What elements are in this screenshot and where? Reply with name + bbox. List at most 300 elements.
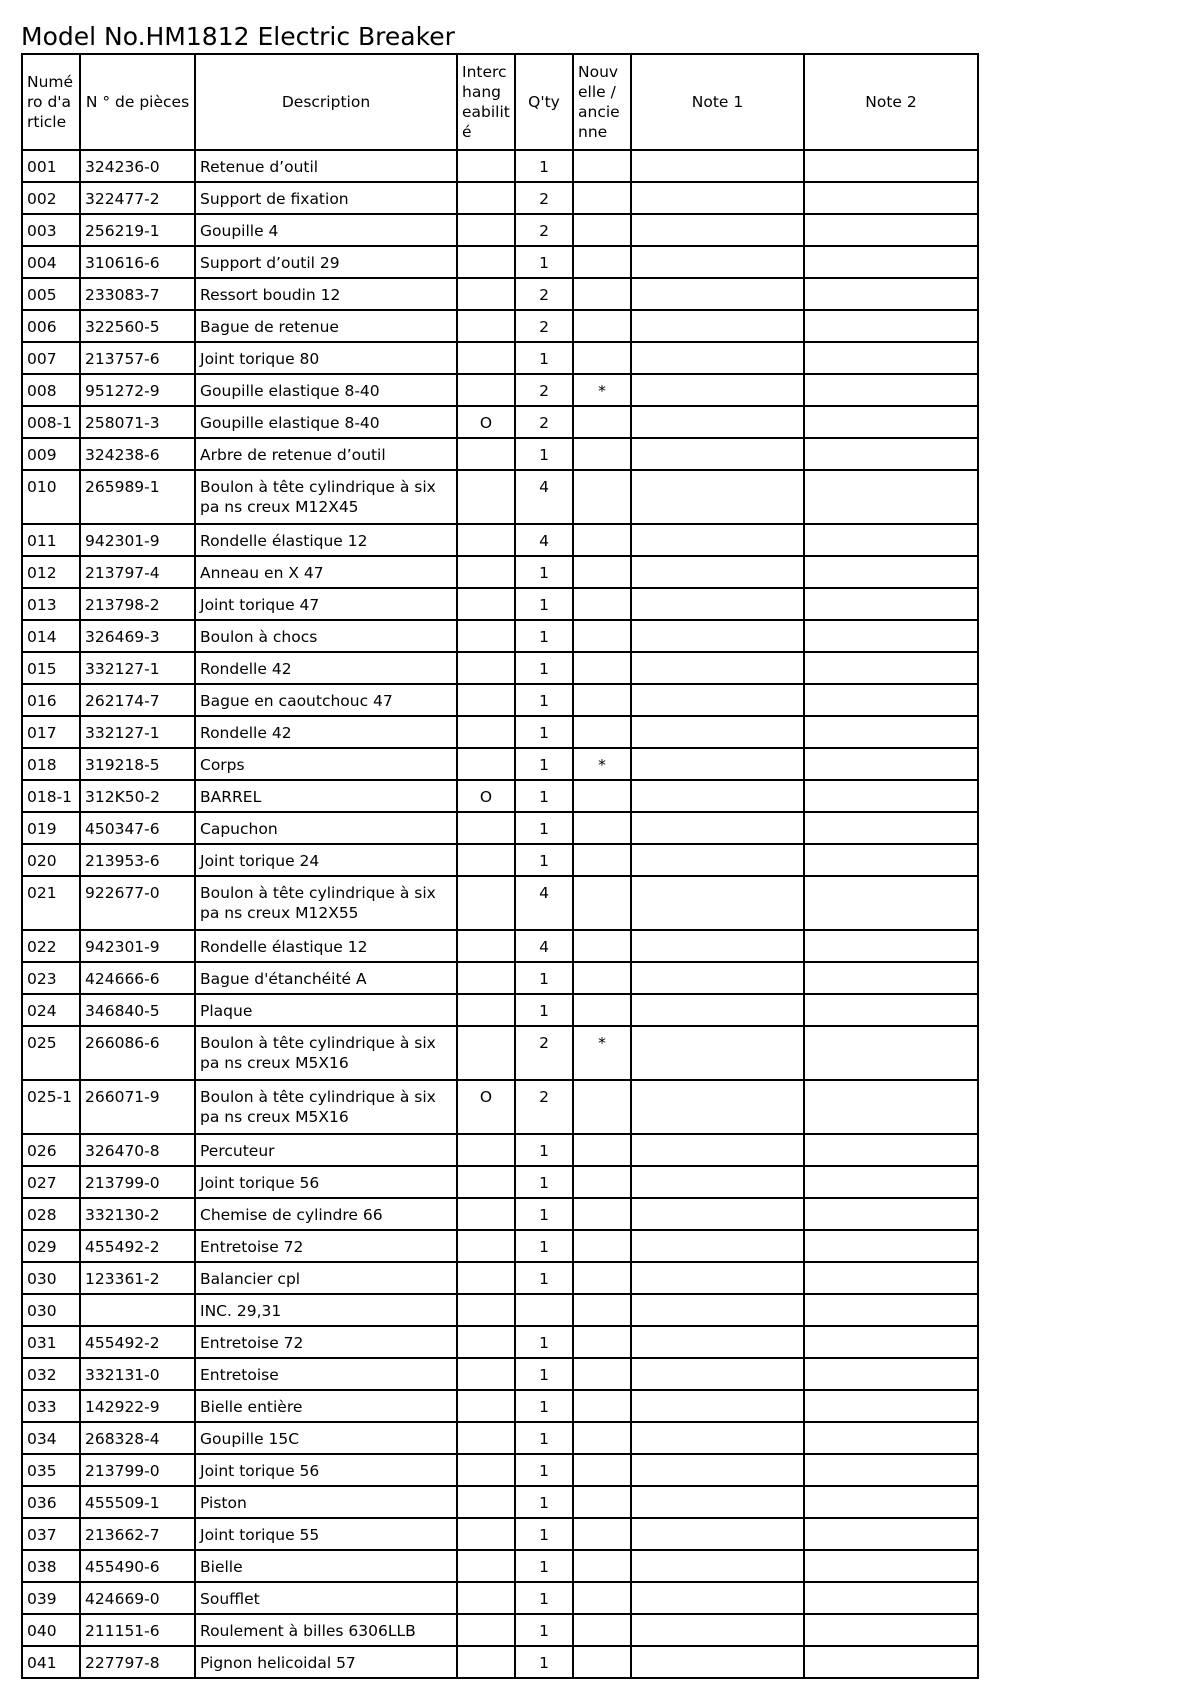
cell-interchangeability <box>457 812 515 844</box>
cell-description: Bielle <box>195 1550 457 1582</box>
cell-interchangeability <box>457 150 515 182</box>
table-row <box>22 310 978 342</box>
cell-note-1 <box>631 1454 804 1486</box>
cell-description: Goupille 15C <box>195 1422 457 1454</box>
cell-note-2 <box>804 652 978 684</box>
cell-note-1 <box>631 684 804 716</box>
cell-part-number: 266071-9 <box>80 1080 195 1134</box>
cell-description: Arbre de retenue d’outil <box>195 438 457 470</box>
cell-part-number: 268328-4 <box>80 1422 195 1454</box>
cell-note-2 <box>804 524 978 556</box>
cell-interchangeability <box>457 246 515 278</box>
cell-description: Pignon helicoidal 57 <box>195 1646 457 1678</box>
cell-interchangeability <box>457 1518 515 1550</box>
cell-part-number: 424666-6 <box>80 962 195 994</box>
cell-note-1 <box>631 1262 804 1294</box>
cell-interchangeability <box>457 620 515 652</box>
cell-description: BARREL <box>195 780 457 812</box>
cell-description: Rondelle 42 <box>195 716 457 748</box>
cell-note-2 <box>804 214 978 246</box>
cell-part-number: 213953-6 <box>80 844 195 876</box>
cell-item-number: 007 <box>22 342 80 374</box>
cell-note-1 <box>631 1582 804 1614</box>
cell-note-1 <box>631 780 804 812</box>
cell-note-2 <box>804 1582 978 1614</box>
cell-note-2 <box>804 1390 978 1422</box>
cell-interchangeability: O <box>457 406 515 438</box>
table-row <box>22 1454 978 1486</box>
cell-quantity: 1 <box>515 1454 573 1486</box>
cell-interchangeability <box>457 182 515 214</box>
cell-interchangeability <box>457 1262 515 1294</box>
cell-interchangeability <box>457 684 515 716</box>
table-row <box>22 748 978 780</box>
cell-part-number: 922677-0 <box>80 876 195 930</box>
cell-description: Chemise de cylindre 66 <box>195 1198 457 1230</box>
cell-quantity: 2 <box>515 214 573 246</box>
cell-item-number: 005 <box>22 278 80 310</box>
cell-quantity: 1 <box>515 1390 573 1422</box>
cell-note-2 <box>804 962 978 994</box>
cell-description: Plaque <box>195 994 457 1026</box>
cell-new-old <box>573 1294 631 1326</box>
cell-item-number: 040 <box>22 1614 80 1646</box>
cell-new-old <box>573 182 631 214</box>
cell-note-2 <box>804 1294 978 1326</box>
cell-part-number: 213662-7 <box>80 1518 195 1550</box>
cell-note-2 <box>804 1026 978 1080</box>
cell-new-old <box>573 1550 631 1582</box>
cell-note-2 <box>804 374 978 406</box>
cell-interchangeability <box>457 1390 515 1422</box>
cell-item-number: 041 <box>22 1646 80 1678</box>
cell-note-2 <box>804 438 978 470</box>
cell-note-1 <box>631 1518 804 1550</box>
cell-part-number: 213799-0 <box>80 1454 195 1486</box>
cell-quantity: 1 <box>515 556 573 588</box>
cell-item-number: 032 <box>22 1358 80 1390</box>
cell-item-number: 014 <box>22 620 80 652</box>
cell-interchangeability <box>457 748 515 780</box>
table-row <box>22 994 978 1026</box>
cell-part-number: 227797-8 <box>80 1646 195 1678</box>
cell-note-1 <box>631 1358 804 1390</box>
table-row <box>22 470 978 524</box>
cell-interchangeability <box>457 1614 515 1646</box>
cell-new-old <box>573 812 631 844</box>
cell-description: Joint torique 80 <box>195 342 457 374</box>
cell-quantity <box>515 1294 573 1326</box>
cell-part-number: 455492-2 <box>80 1326 195 1358</box>
cell-description: Capuchon <box>195 812 457 844</box>
cell-interchangeability <box>457 438 515 470</box>
cell-interchangeability <box>457 652 515 684</box>
cell-item-number: 004 <box>22 246 80 278</box>
cell-interchangeability <box>457 716 515 748</box>
cell-note-1 <box>631 1294 804 1326</box>
cell-new-old <box>573 1134 631 1166</box>
col-header-note-1: Note 1 <box>631 54 804 150</box>
table-row <box>22 1294 978 1326</box>
cell-note-1 <box>631 1080 804 1134</box>
cell-item-number: 030 <box>22 1262 80 1294</box>
cell-note-2 <box>804 780 978 812</box>
cell-interchangeability <box>457 1646 515 1678</box>
cell-interchangeability <box>457 524 515 556</box>
cell-item-number: 029 <box>22 1230 80 1262</box>
cell-note-1 <box>631 342 804 374</box>
cell-description: Rondelle élastique 12 <box>195 930 457 962</box>
table-row <box>22 1518 978 1550</box>
cell-item-number: 037 <box>22 1518 80 1550</box>
cell-quantity: 1 <box>515 1582 573 1614</box>
table-row <box>22 1614 978 1646</box>
cell-new-old <box>573 278 631 310</box>
cell-part-number: 262174-7 <box>80 684 195 716</box>
table-row <box>22 374 978 406</box>
cell-description: Entretoise <box>195 1358 457 1390</box>
cell-note-1 <box>631 1230 804 1262</box>
cell-description: Boulon à tête cylindrique à six pa ns creux M5X16 <box>195 1080 457 1134</box>
cell-new-old <box>573 876 631 930</box>
cell-quantity: 1 <box>515 1422 573 1454</box>
cell-description: Boulon à tête cylindrique à six pa ns creux M12X55 <box>195 876 457 930</box>
cell-new-old <box>573 1166 631 1198</box>
cell-interchangeability <box>457 588 515 620</box>
table-row <box>22 1262 978 1294</box>
cell-part-number: 211151-6 <box>80 1614 195 1646</box>
cell-part-number: 332131-0 <box>80 1358 195 1390</box>
cell-part-number: 258071-3 <box>80 406 195 438</box>
cell-item-number: 018-1 <box>22 780 80 812</box>
table-row <box>22 930 978 962</box>
cell-quantity: 1 <box>515 844 573 876</box>
cell-item-number: 039 <box>22 1582 80 1614</box>
cell-interchangeability <box>457 962 515 994</box>
cell-description: Roulement à billes 6306LLB <box>195 1614 457 1646</box>
cell-note-2 <box>804 1198 978 1230</box>
cell-interchangeability <box>457 278 515 310</box>
cell-description: Ressort boudin 12 <box>195 278 457 310</box>
cell-note-2 <box>804 684 978 716</box>
cell-description: Joint torique 55 <box>195 1518 457 1550</box>
cell-note-1 <box>631 844 804 876</box>
cell-quantity: 1 <box>515 438 573 470</box>
table-row <box>22 150 978 182</box>
cell-quantity: 1 <box>515 1358 573 1390</box>
cell-part-number: 213799-0 <box>80 1166 195 1198</box>
cell-quantity: 2 <box>515 1080 573 1134</box>
cell-new-old <box>573 588 631 620</box>
cell-item-number: 033 <box>22 1390 80 1422</box>
table-row <box>22 406 978 438</box>
cell-interchangeability <box>457 1358 515 1390</box>
cell-description: Support d’outil 29 <box>195 246 457 278</box>
cell-interchangeability <box>457 1454 515 1486</box>
cell-quantity: 1 <box>515 1518 573 1550</box>
cell-note-2 <box>804 1646 978 1678</box>
cell-note-2 <box>804 150 978 182</box>
cell-note-2 <box>804 342 978 374</box>
table-row <box>22 1582 978 1614</box>
cell-item-number: 025-1 <box>22 1080 80 1134</box>
cell-description: Goupille elastique 8-40 <box>195 374 457 406</box>
cell-note-2 <box>804 470 978 524</box>
table-row <box>22 1080 978 1134</box>
cell-part-number: 326469-3 <box>80 620 195 652</box>
cell-item-number: 018 <box>22 748 80 780</box>
cell-description: Retenue d’outil <box>195 150 457 182</box>
table-row <box>22 812 978 844</box>
cell-interchangeability <box>457 1486 515 1518</box>
cell-interchangeability <box>457 1294 515 1326</box>
cell-new-old <box>573 310 631 342</box>
cell-interchangeability <box>457 374 515 406</box>
table-row <box>22 1230 978 1262</box>
cell-description: Boulon à chocs <box>195 620 457 652</box>
cell-item-number: 001 <box>22 150 80 182</box>
cell-note-2 <box>804 246 978 278</box>
cell-part-number: 332127-1 <box>80 652 195 684</box>
table-row <box>22 1026 978 1080</box>
cell-note-1 <box>631 588 804 620</box>
cell-new-old <box>573 1646 631 1678</box>
table-row <box>22 182 978 214</box>
cell-item-number: 026 <box>22 1134 80 1166</box>
cell-note-2 <box>804 1518 978 1550</box>
cell-new-old <box>573 214 631 246</box>
cell-new-old <box>573 1454 631 1486</box>
cell-note-2 <box>804 1454 978 1486</box>
cell-interchangeability <box>457 556 515 588</box>
table-row <box>22 684 978 716</box>
cell-note-1 <box>631 930 804 962</box>
cell-quantity: 2 <box>515 406 573 438</box>
cell-item-number: 009 <box>22 438 80 470</box>
cell-note-1 <box>631 716 804 748</box>
cell-description: Percuteur <box>195 1134 457 1166</box>
table-row <box>22 962 978 994</box>
cell-note-2 <box>804 620 978 652</box>
cell-note-1 <box>631 620 804 652</box>
table-row <box>22 1390 978 1422</box>
cell-new-old <box>573 844 631 876</box>
cell-note-2 <box>804 1326 978 1358</box>
cell-note-1 <box>631 994 804 1026</box>
cell-new-old <box>573 150 631 182</box>
cell-interchangeability <box>457 1582 515 1614</box>
table-row <box>22 1422 978 1454</box>
cell-description: Entretoise 72 <box>195 1230 457 1262</box>
cell-new-old <box>573 780 631 812</box>
cell-note-2 <box>804 588 978 620</box>
cell-description: Goupille elastique 8-40 <box>195 406 457 438</box>
cell-quantity: 1 <box>515 1198 573 1230</box>
table-row <box>22 780 978 812</box>
cell-quantity: 1 <box>515 994 573 1026</box>
cell-quantity: 1 <box>515 716 573 748</box>
cell-note-1 <box>631 1198 804 1230</box>
cell-new-old <box>573 1390 631 1422</box>
cell-part-number: 233083-7 <box>80 278 195 310</box>
table-row <box>22 556 978 588</box>
cell-note-1 <box>631 470 804 524</box>
cell-note-1 <box>631 1326 804 1358</box>
cell-item-number: 011 <box>22 524 80 556</box>
cell-new-old <box>573 1518 631 1550</box>
cell-new-old <box>573 930 631 962</box>
cell-description: Balancier cpl <box>195 1262 457 1294</box>
cell-new-old <box>573 1230 631 1262</box>
cell-new-old <box>573 556 631 588</box>
cell-note-1 <box>631 406 804 438</box>
cell-description: Joint torique 56 <box>195 1166 457 1198</box>
cell-part-number: 455492-2 <box>80 1230 195 1262</box>
cell-note-1 <box>631 278 804 310</box>
cell-part-number: 319218-5 <box>80 748 195 780</box>
cell-part-number: 326470-8 <box>80 1134 195 1166</box>
table-row <box>22 342 978 374</box>
cell-item-number: 030 <box>22 1294 80 1326</box>
page-title: Model No.HM1812 Electric Breaker <box>21 22 455 51</box>
table-row <box>22 652 978 684</box>
cell-item-number: 010 <box>22 470 80 524</box>
cell-quantity: 1 <box>515 652 573 684</box>
cell-part-number: 322560-5 <box>80 310 195 342</box>
cell-item-number: 038 <box>22 1550 80 1582</box>
col-header-quantity: Q'ty <box>515 54 573 150</box>
cell-description: Anneau en X 47 <box>195 556 457 588</box>
cell-part-number: 256219-1 <box>80 214 195 246</box>
col-header-note-2: Note 2 <box>804 54 978 150</box>
cell-note-1 <box>631 438 804 470</box>
cell-interchangeability <box>457 1326 515 1358</box>
cell-item-number: 035 <box>22 1454 80 1486</box>
col-header-description: Description <box>195 54 457 150</box>
table-row <box>22 278 978 310</box>
cell-note-1 <box>631 524 804 556</box>
cell-part-number: 455509-1 <box>80 1486 195 1518</box>
table-row <box>22 1550 978 1582</box>
cell-new-old <box>573 470 631 524</box>
cell-quantity: 1 <box>515 1614 573 1646</box>
cell-quantity: 1 <box>515 342 573 374</box>
cell-note-1 <box>631 1026 804 1080</box>
cell-new-old: * <box>573 1026 631 1080</box>
cell-description: Bague de retenue <box>195 310 457 342</box>
cell-part-number: 942301-9 <box>80 524 195 556</box>
cell-interchangeability <box>457 1134 515 1166</box>
cell-part-number: 266086-6 <box>80 1026 195 1080</box>
cell-interchangeability <box>457 310 515 342</box>
cell-note-1 <box>631 1390 804 1422</box>
cell-interchangeability <box>457 1230 515 1262</box>
cell-note-2 <box>804 1262 978 1294</box>
table-row <box>22 438 978 470</box>
cell-interchangeability <box>457 470 515 524</box>
col-header-new-old: Nouv elle / ancie nne <box>573 54 631 150</box>
cell-quantity: 1 <box>515 246 573 278</box>
cell-interchangeability <box>457 342 515 374</box>
cell-new-old <box>573 994 631 1026</box>
cell-interchangeability <box>457 1198 515 1230</box>
cell-item-number: 008-1 <box>22 406 80 438</box>
cell-note-2 <box>804 1422 978 1454</box>
cell-note-1 <box>631 1422 804 1454</box>
cell-note-2 <box>804 182 978 214</box>
cell-item-number: 002 <box>22 182 80 214</box>
cell-note-1 <box>631 1550 804 1582</box>
cell-note-2 <box>804 748 978 780</box>
cell-note-1 <box>631 812 804 844</box>
cell-new-old <box>573 1582 631 1614</box>
cell-new-old <box>573 684 631 716</box>
cell-item-number: 023 <box>22 962 80 994</box>
cell-part-number <box>80 1294 195 1326</box>
cell-part-number: 213798-2 <box>80 588 195 620</box>
cell-interchangeability <box>457 1550 515 1582</box>
cell-item-number: 036 <box>22 1486 80 1518</box>
cell-item-number: 003 <box>22 214 80 246</box>
cell-new-old <box>573 716 631 748</box>
cell-item-number: 031 <box>22 1326 80 1358</box>
cell-note-2 <box>804 876 978 930</box>
cell-note-2 <box>804 1230 978 1262</box>
cell-part-number: 332127-1 <box>80 716 195 748</box>
cell-quantity: 2 <box>515 182 573 214</box>
col-header-interchangeability: Interc hang eabilit é <box>457 54 515 150</box>
cell-quantity: 1 <box>515 1166 573 1198</box>
cell-quantity: 4 <box>515 930 573 962</box>
cell-note-2 <box>804 1358 978 1390</box>
cell-note-1 <box>631 876 804 930</box>
cell-item-number: 017 <box>22 716 80 748</box>
cell-description: INC. 29,31 <box>195 1294 457 1326</box>
cell-note-1 <box>631 652 804 684</box>
cell-part-number: 424669-0 <box>80 1582 195 1614</box>
cell-note-1 <box>631 1646 804 1678</box>
table-row <box>22 844 978 876</box>
cell-part-number: 142922-9 <box>80 1390 195 1422</box>
cell-description: Boulon à tête cylindrique à six pa ns creux M12X45 <box>195 470 457 524</box>
cell-quantity: 1 <box>515 620 573 652</box>
cell-part-number: 310616-6 <box>80 246 195 278</box>
cell-quantity: 1 <box>515 1486 573 1518</box>
table-row <box>22 1166 978 1198</box>
cell-note-1 <box>631 246 804 278</box>
cell-new-old <box>573 438 631 470</box>
table-row <box>22 716 978 748</box>
parts-table-body <box>22 150 978 1678</box>
cell-item-number: 028 <box>22 1198 80 1230</box>
cell-description: Rondelle 42 <box>195 652 457 684</box>
cell-new-old <box>573 620 631 652</box>
cell-interchangeability <box>457 994 515 1026</box>
cell-quantity: 4 <box>515 524 573 556</box>
cell-interchangeability <box>457 214 515 246</box>
cell-note-1 <box>631 150 804 182</box>
cell-note-1 <box>631 1614 804 1646</box>
cell-item-number: 006 <box>22 310 80 342</box>
cell-new-old <box>573 342 631 374</box>
cell-quantity: 1 <box>515 748 573 780</box>
table-row <box>22 1646 978 1678</box>
cell-new-old <box>573 1486 631 1518</box>
parts-table <box>21 53 979 1679</box>
cell-quantity: 1 <box>515 780 573 812</box>
cell-item-number: 024 <box>22 994 80 1026</box>
cell-item-number: 019 <box>22 812 80 844</box>
